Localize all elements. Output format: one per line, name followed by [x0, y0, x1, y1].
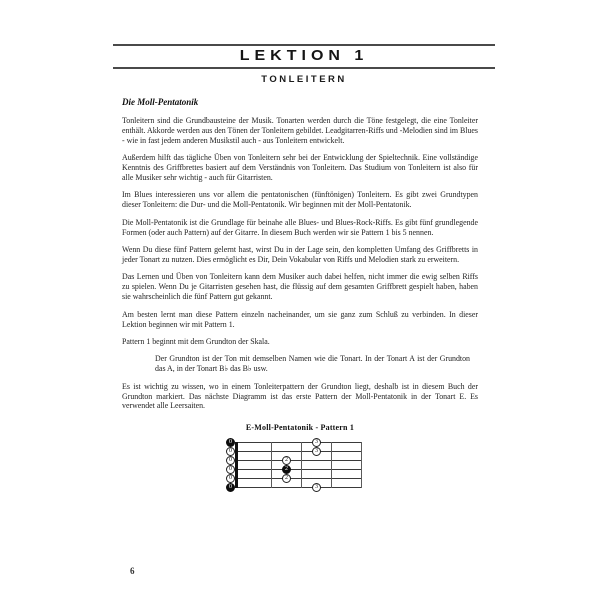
string-line — [238, 451, 361, 452]
lesson-content — [122, 97, 478, 495]
body-paragraph: Außerdem hilft das tägliche Üben von Tonleitern sehr bei der Entwicklung der Spieltechnik. Eine vollständige Kenntnis des Griffbrettes basiert auf dem Verständnis von Tonleitern. Das Studium von Tonleitern ist also für alle Musiker sehr wichtig - auch für Gitarristen. — [122, 153, 478, 183]
body-paragraph: Die Moll-Pentatonik ist die Grundlage für beinahe alle Blues- und Blues-Rock-Riffs. Es gibt fünf grundlegende Formen (oder auch Pattern) auf der Gitarre. In diesem Buch werden wir sie Pattern 1 bis 5 nennen. — [122, 217, 478, 237]
body-paragraph: Das Lernen und Üben von Tonleitern kann dem Musiker auch dabei helfen, nicht immer die ewig selben Riffs zu spielen. Wenn Du je Gitarristen gesehen hast, die flüssig auf dem gesamten Griffbrett gespielt haben, haben sie wahrscheinlich die fünf Pattern gut gekannt. — [122, 272, 478, 302]
fret-line — [361, 442, 362, 488]
page-number: 6 — [130, 566, 135, 576]
body-paragraph: Pattern 1 beginnt mit dem Grundton der Skala. — [122, 336, 270, 346]
header-rule-bottom — [113, 67, 495, 69]
body-paragraph: Im Blues interessieren uns vor allem die pentatonischen (fünftönigen) Tonleitern. Es gibt zwei Grundtypen dieser Tonleitern: die Dur- und die Moll-Pentatonik. Wir beginnen mit der Moll-Pentatonik. — [122, 190, 478, 210]
fretboard-nut — [235, 442, 238, 488]
indented-note-paragraph: Der Grundton ist der Ton mit demselben Namen wie die Tonart. In der Tonart A ist der Grundton das A, in der Tonart B♭ das B♭ usw. — [155, 354, 470, 374]
fretted-note-marker: 2 — [282, 465, 291, 474]
body-paragraph: Am besten lernt man diese Pattern einzeln nacheinander, um sie ganz zum Schluß zu verbinden. In dieser Lektion beginnen wir mit Pattern 1. — [122, 309, 478, 329]
open-string-marker: 0 — [226, 474, 235, 483]
fretboard-diagram — [224, 437, 364, 495]
fret-line — [301, 442, 302, 488]
string-line — [238, 442, 361, 443]
string-line — [238, 469, 361, 470]
fretted-note-marker: 3 — [312, 438, 321, 447]
string-line — [238, 487, 361, 488]
fret-line — [331, 442, 332, 488]
open-string-marker: 0 — [226, 483, 235, 492]
body-paragraph: Wenn Du diese fünf Pattern gelernt hast, wirst Du in der Lage sein, den kompletten Umfang des Griffbretts in jeder Tonart zu nutzen. Dies ermöglicht es Dir, Dein Vokabular von Riffs und Melodien stark zu erweitern. — [122, 245, 478, 264]
section-heading: Die Moll-Pentatonik — [122, 97, 199, 107]
diagram-caption: E-Moll-Pentatonik - Pattern 1 — [245, 423, 355, 433]
fretted-note-marker: 3 — [312, 447, 321, 456]
fretted-note-marker: 2 — [282, 474, 291, 483]
string-line — [238, 478, 361, 479]
lesson-header — [113, 44, 495, 85]
open-string-marker: 0 — [226, 465, 235, 474]
string-line — [238, 460, 361, 461]
lesson-subtitle: TONLEITERN — [261, 74, 347, 85]
body-paragraph: Es ist wichtig zu wissen, wo in einem Tonleiterpattern der Grundton liegt, deshalb ist in diesem Buch der Grundton markiert. Das nächste Diagramm ist das erste Pattern der Moll-Pentatonik in der Tonart E. Es verwendet alle Leersaiten. — [122, 381, 478, 411]
open-string-marker: 0 — [226, 456, 235, 465]
body-paragraphs — [122, 116, 478, 411]
lesson-title: LEKTION 1 — [239, 47, 369, 64]
body-paragraph: Tonleitern sind die Grundbausteine der Musik. Tonarten werden durch die Töne festgelegt, die eine Tonleiter enthält. Akkorde werden aus den Tönen der Tonleitern gebildet. Leadgitarren-Riffs und -Melodien sind im Blues - wie in fast jedem anderen Musikstil auch - aus Tonleitern entwickelt. — [122, 116, 478, 145]
open-string-marker: 0 — [226, 438, 235, 447]
fret-line — [271, 442, 272, 488]
fretted-note-marker: 2 — [282, 456, 291, 465]
open-string-marker: 0 — [226, 447, 235, 456]
fretted-note-marker: 3 — [312, 483, 321, 492]
